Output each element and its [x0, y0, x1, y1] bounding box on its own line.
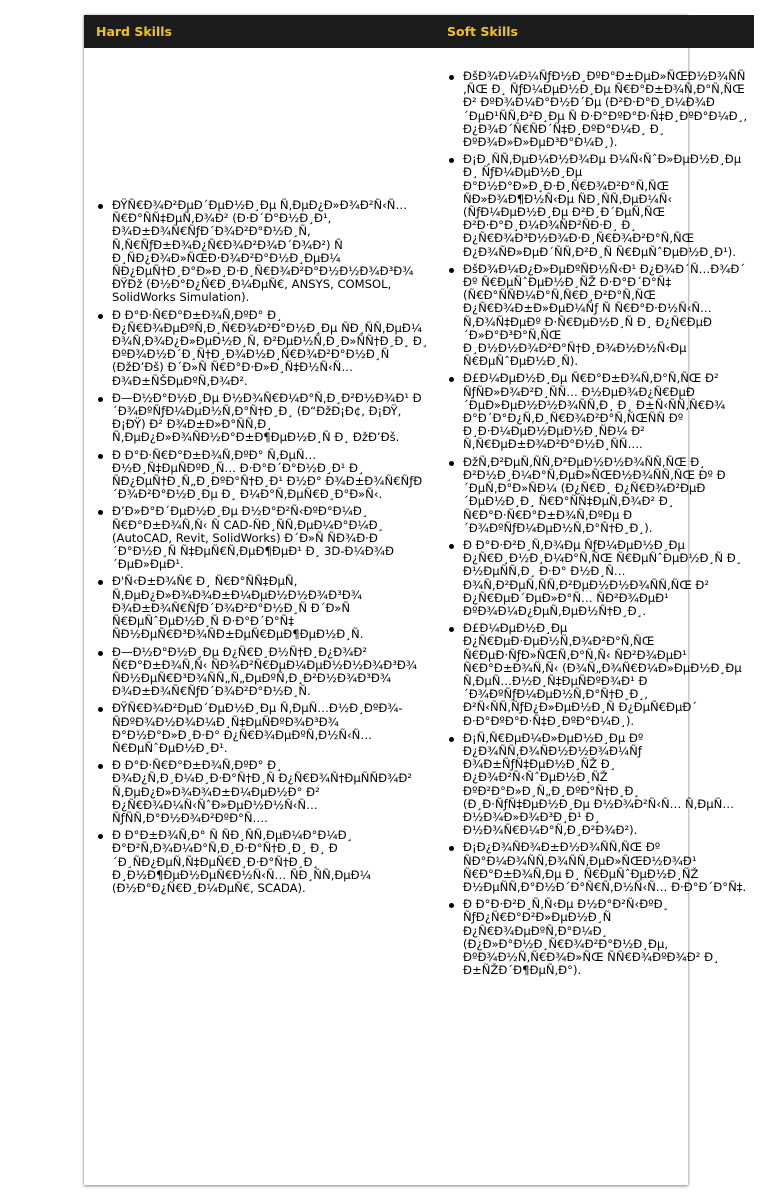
list-item: Ð Ð°Ð·Ñ€Ð°Ð±Ð¾Ñ‚ÐºÐ° Ñ‚ÐµÑ…Ð½Ð¸Ñ‡ÐµÑÐºÐ¸Ñ… Ð·Ð°Ð´Ð°Ð½Ð¸Ð¹ Ð¸ ÑÐ¿ÐµÑ†Ð¸Ñ„Ð¸ÐºÐ°Ñ†Ð¸Ð¹ Ð½Ð° Ð¾Ð±Ð¾Ñ€ÑƒÐ´Ð¾Ð²Ð°Ð½Ð¸Ðµ Ð¸ Ð¼Ð°Ñ‚ÐµÑ€Ð¸Ð°Ð»Ñ‹.	[95, 449, 429, 502]
list-item: Ð Ð°Ð·Ð²Ð¸Ñ‚Ñ‹Ðµ Ð½Ð°Ð²Ñ‹ÐºÐ¸ ÑƒÐ¿Ñ€Ð°Ð²Ð»ÐµÐ½Ð¸Ñ Ð¿Ñ€Ð¾ÐµÐºÑ‚Ð°Ð¼Ð¸ (Ð¿Ð»Ð°Ð½Ð¸Ñ€Ð¾Ð²Ð°Ð½Ð¸Ðµ, ÐºÐ¾Ð½Ñ‚Ñ€Ð¾Ð»ÑŒ ÑÑ€Ð¾ÐºÐ¾Ð² Ð¸ Ð±ÑŽÐ´Ð¶ÐµÑ‚Ð°).	[446, 898, 748, 977]
list-item: Ð—Ð½Ð°Ð½Ð¸Ðµ Ð¿Ñ€Ð¸Ð½Ñ†Ð¸Ð¿Ð¾Ð² Ñ€Ð°Ð±Ð¾Ñ‚Ñ‹ ÑÐ¾Ð²Ñ€ÐµÐ¼ÐµÐ½Ð½Ð¾Ð³Ð¾ ÑÐ½ÐµÑ€Ð³Ð¾ÑÑ„Ñ„ÐµÐºÑ‚Ð¸Ð²Ð½Ð¾Ð³Ð¾ Ð¾Ð±Ð¾Ñ€ÑƒÐ´Ð¾Ð²Ð°Ð½Ð¸Ñ.	[95, 646, 429, 699]
list-item: Ð Ð°Ð·Ñ€Ð°Ð±Ð¾Ñ‚ÐºÐ° Ð¸ Ð¿Ñ€Ð¾ÐµÐºÑ‚Ð¸Ñ€Ð¾Ð²Ð°Ð½Ð¸Ðµ ÑÐ¸ÑÑ‚ÐµÐ¼ Ð¾Ñ‚Ð¾Ð¿Ð»ÐµÐ½Ð¸Ñ, Ð²ÐµÐ½Ñ‚Ð¸Ð»ÑÑ†Ð¸Ð¸ Ð¸ ÐºÐ¾Ð½Ð´Ð¸Ñ†Ð¸Ð¾Ð½Ð¸Ñ€Ð¾Ð²Ð°Ð½Ð¸Ñ (ÐžÐ’Ðš) Ð´Ð»Ñ Ñ€Ð°Ð·Ð»Ð¸Ñ‡Ð½Ñ‹Ñ… Ð¾Ð±ÑŠÐµÐºÑ‚Ð¾Ð².	[95, 309, 429, 388]
soft-skills-column	[446, 70, 748, 981]
list-item: Ð¡Ð¸ÑÑ‚ÐµÐ¼Ð½Ð¾Ðµ Ð¼Ñ‹ÑˆÐ»ÐµÐ½Ð¸Ðµ Ð¸ ÑƒÐ¼ÐµÐ½Ð¸Ðµ Ð°Ð½Ð°Ð»Ð¸Ð·Ð¸Ñ€Ð¾Ð²Ð°Ñ‚ÑŒ ÑÐ»Ð¾Ð¶Ð½Ñ‹Ðµ ÑÐ¸ÑÑ‚ÐµÐ¼Ñ‹ (ÑƒÐ¼ÐµÐ½Ð¸Ðµ Ð²Ð¸Ð´ÐµÑ‚ÑŒ Ð²Ð·Ð°Ð¸Ð¼Ð¾ÑÐ²ÑÐ·Ð¸ Ð¸ Ð¿Ñ€Ð¾Ð³Ð½Ð¾Ð·Ð¸Ñ€Ð¾Ð²Ð°Ñ‚ÑŒ Ð¿Ð¾ÑÐ»ÐµÐ´ÑÑ‚Ð²Ð¸Ñ Ñ€ÐµÑˆÐµÐ½Ð¸Ð¹).	[446, 153, 748, 259]
list-item: Ð Ð°Ð·Ñ€Ð°Ð±Ð¾Ñ‚ÐºÐ° Ð¸ Ð¾Ð¿Ñ‚Ð¸Ð¼Ð¸Ð·Ð°Ñ†Ð¸Ñ Ð¿Ñ€Ð¾Ñ†ÐµÑÑÐ¾Ð² Ñ‚ÐµÐ¿Ð»Ð¾Ð¾Ð±Ð¼ÐµÐ½Ð° Ð² Ð¿Ñ€Ð¾Ð¼Ñ‹ÑˆÐ»ÐµÐ½Ð½Ñ‹Ñ… ÑƒÑÑ‚Ð°Ð½Ð¾Ð²ÐºÐ°Ñ….	[95, 759, 429, 825]
list-item: ÐžÑ‚Ð²ÐµÑ‚ÑÑ‚Ð²ÐµÐ½Ð½Ð¾ÑÑ‚ÑŒ Ð¸ Ð²Ð½Ð¸Ð¼Ð°Ñ‚ÐµÐ»ÑŒÐ½Ð¾ÑÑ‚ÑŒ Ðº Ð´ÐµÑ‚Ð°Ð»ÑÐ¼ (Ð¿Ñ€Ð¸ Ð¿Ñ€Ð¾Ð²ÐµÐ´ÐµÐ½Ð¸Ð¸ Ñ€Ð°ÑÑ‡ÐµÑ‚Ð¾Ð² Ð¸ Ñ€Ð°Ð·Ñ€Ð°Ð±Ð¾Ñ‚ÐºÐµ Ð´Ð¾ÐºÑƒÐ¼ÐµÐ½Ñ‚Ð°Ñ†Ð¸Ð¸).	[446, 456, 748, 535]
list-item: Ð£Ð¼ÐµÐ½Ð¸Ðµ Ð¿Ñ€ÐµÐ·ÐµÐ½Ñ‚Ð¾Ð²Ð°Ñ‚ÑŒ Ñ€ÐµÐ·ÑƒÐ»ÑŒÑ‚Ð°Ñ‚Ñ‹ ÑÐ²Ð¾ÐµÐ¹ Ñ€Ð°Ð±Ð¾Ñ‚Ñ‹ (Ð¾Ñ„Ð¾Ñ€Ð¼Ð»ÐµÐ½Ð¸Ðµ Ñ‚ÐµÑ…Ð½Ð¸Ñ‡ÐµÑÐºÐ¾Ð¹ Ð´Ð¾ÐºÑƒÐ¼ÐµÐ½Ñ‚Ð°Ñ†Ð¸Ð¸, Ð²Ñ‹ÑÑ‚ÑƒÐ¿Ð»ÐµÐ½Ð¸Ñ Ð¿ÐµÑ€ÐµÐ´ Ð·Ð°ÐºÐ°Ð·Ñ‡Ð¸ÐºÐ°Ð¼Ð¸).	[446, 622, 748, 728]
list-item: Ð'Ñ‹Ð±Ð¾Ñ€ Ð¸ Ñ€Ð°ÑÑ‡ÐµÑ‚ Ñ‚ÐµÐ¿Ð»Ð¾Ð¾Ð±Ð¼ÐµÐ½Ð½Ð¾Ð³Ð¾ Ð¾Ð±Ð¾Ñ€ÑƒÐ´Ð¾Ð²Ð°Ð½Ð¸Ñ Ð´Ð»Ñ Ñ€ÐµÑˆÐµÐ½Ð¸Ñ Ð·Ð°Ð´Ð°Ñ‡ ÑÐ½ÐµÑ€Ð³Ð¾ÑÐ±ÐµÑ€ÐµÐ¶ÐµÐ½Ð¸Ñ.	[95, 575, 429, 641]
list-item: ÐšÐ¾Ð¼Ð¼ÑƒÐ½Ð¸ÐºÐ°Ð±ÐµÐ»ÑŒÐ½Ð¾ÑÑ‚ÑŒ Ð¸ ÑƒÐ¼ÐµÐ½Ð¸Ðµ Ñ€Ð°Ð±Ð¾Ñ‚Ð°Ñ‚ÑŒ Ð² ÐºÐ¾Ð¼Ð°Ð½Ð´Ðµ (Ð²Ð·Ð°Ð¸Ð¼Ð¾Ð´ÐµÐ¹ÑÑ‚Ð²Ð¸Ðµ Ñ Ð·Ð°ÐºÐ°Ð·Ñ‡Ð¸ÐºÐ°Ð¼Ð¸, Ð¿Ð¾Ð´Ñ€ÑÐ´Ñ‡Ð¸ÐºÐ°Ð¼Ð¸ Ð¸ ÐºÐ¾Ð»Ð»ÐµÐ³Ð°Ð¼Ð¸).	[446, 70, 748, 149]
soft-skills-list	[446, 70, 748, 977]
list-item: ÐšÐ¾Ð¼Ð¿Ð»ÐµÐºÑÐ½Ñ‹Ð¹ Ð¿Ð¾Ð´Ñ…Ð¾Ð´ Ðº Ñ€ÐµÑˆÐµÐ½Ð¸ÑŽ Ð·Ð°Ð´Ð°Ñ‡ (Ñ€Ð°ÑÑÐ¼Ð°Ñ‚Ñ€Ð¸Ð²Ð°Ñ‚ÑŒ Ð¿Ñ€Ð¾Ð±Ð»ÐµÐ¼Ñƒ Ñ Ñ€Ð°Ð·Ð½Ñ‹Ñ… Ñ‚Ð¾Ñ‡ÐµÐº Ð·Ñ€ÐµÐ½Ð¸Ñ Ð¸ Ð¿Ñ€ÐµÐ´Ð»Ð°Ð³Ð°Ñ‚ÑŒ Ð¸Ð½Ð½Ð¾Ð²Ð°Ñ†Ð¸Ð¾Ð½Ð½Ñ‹Ðµ Ñ€ÐµÑˆÐµÐ½Ð¸Ñ).	[446, 263, 748, 369]
list-item: Ð£Ð¼ÐµÐ½Ð¸Ðµ Ñ€Ð°Ð±Ð¾Ñ‚Ð°Ñ‚ÑŒ Ð² ÑƒÑÐ»Ð¾Ð²Ð¸ÑÑ… Ð½ÐµÐ¾Ð¿Ñ€ÐµÐ´ÐµÐ»ÐµÐ½Ð½Ð¾ÑÑ‚Ð¸ Ð¸ Ð±Ñ‹ÑÑ‚Ñ€Ð¾ Ð°Ð´Ð°Ð¿Ñ‚Ð¸Ñ€Ð¾Ð²Ð°Ñ‚ÑŒÑÑ Ðº Ð¸Ð·Ð¼ÐµÐ½ÐµÐ½Ð¸ÑÐ¼ Ð² Ñ‚Ñ€ÐµÐ±Ð¾Ð²Ð°Ð½Ð¸ÑÑ….	[446, 372, 748, 451]
hard-skills-header: Hard Skills	[96, 24, 172, 39]
list-item: Ð Ð°Ð·Ð²Ð¸Ñ‚Ð¾Ðµ ÑƒÐ¼ÐµÐ½Ð¸Ðµ Ð¿Ñ€Ð¸Ð½Ð¸Ð¼Ð°Ñ‚ÑŒ Ñ€ÐµÑˆÐµÐ½Ð¸Ñ Ð¸ Ð½ÐµÑÑ‚Ð¸ Ð·Ð° Ð½Ð¸Ñ… Ð¾Ñ‚Ð²ÐµÑ‚ÑÑ‚Ð²ÐµÐ½Ð½Ð¾ÑÑ‚ÑŒ Ð² Ð¿Ñ€ÐµÐ´ÐµÐ»Ð°Ñ… ÑÐ²Ð¾ÐµÐ¹ ÐºÐ¾Ð¼Ð¿ÐµÑ‚ÐµÐ½Ñ†Ð¸Ð¸.	[446, 539, 748, 618]
list-item: ÐŸÑ€Ð¾Ð²ÐµÐ´ÐµÐ½Ð¸Ðµ Ñ‚ÐµÐ¿Ð»Ð¾Ð²Ñ‹Ñ… Ñ€Ð°ÑÑ‡ÐµÑ‚Ð¾Ð² (Ð·Ð´Ð°Ð½Ð¸Ð¹, Ð¾Ð±Ð¾Ñ€ÑƒÐ´Ð¾Ð²Ð°Ð½Ð¸Ñ, Ñ‚Ñ€ÑƒÐ±Ð¾Ð¿Ñ€Ð¾Ð²Ð¾Ð´Ð¾Ð²) Ñ Ð¸ÑÐ¿Ð¾Ð»ÑŒÐ·Ð¾Ð²Ð°Ð½Ð¸ÐµÐ¼ ÑÐ¿ÐµÑ†Ð¸Ð°Ð»Ð¸Ð·Ð¸Ñ€Ð¾Ð²Ð°Ð½Ð½Ð¾Ð³Ð¾ ÐŸÐž (Ð½Ð°Ð¿Ñ€Ð¸Ð¼ÐµÑ€, ANSYS, COMSOL, SolidWorks Simulation).	[95, 199, 429, 305]
list-item: Ð¡Ñ‚Ñ€ÐµÐ¼Ð»ÐµÐ½Ð¸Ðµ Ðº Ð¿Ð¾ÑÑ‚Ð¾ÑÐ½Ð½Ð¾Ð¼Ñƒ Ð¾Ð±ÑƒÑ‡ÐµÐ½Ð¸ÑŽ Ð¸ Ð¿Ð¾Ð²Ñ‹ÑˆÐµÐ½Ð¸ÑŽ ÐºÐ²Ð°Ð»Ð¸Ñ„Ð¸ÐºÐ°Ñ†Ð¸Ð¸ (Ð¸Ð·ÑƒÑ‡ÐµÐ½Ð¸Ðµ Ð½Ð¾Ð²Ñ‹Ñ… Ñ‚ÐµÑ…Ð½Ð¾Ð»Ð¾Ð³Ð¸Ð¹ Ð¸ Ð½Ð¾Ñ€Ð¼Ð°Ñ‚Ð¸Ð²Ð¾Ð²).	[446, 732, 748, 838]
hard-skills-list	[95, 199, 429, 895]
list-item: Ð¡Ð¿Ð¾ÑÐ¾Ð±Ð½Ð¾ÑÑ‚ÑŒ Ðº ÑÐ°Ð¼Ð¾ÑÑ‚Ð¾ÑÑ‚ÐµÐ»ÑŒÐ½Ð¾Ð¹ Ñ€Ð°Ð±Ð¾Ñ‚Ðµ Ð¸ Ñ€ÐµÑˆÐµÐ½Ð¸ÑŽ Ð½ÐµÑÑ‚Ð°Ð½Ð´Ð°Ñ€Ñ‚Ð½Ñ‹Ñ… Ð·Ð°Ð´Ð°Ñ‡.	[446, 841, 748, 894]
list-item: Ð’Ð»Ð°Ð´ÐµÐ½Ð¸Ðµ Ð½Ð°Ð²Ñ‹ÐºÐ°Ð¼Ð¸ Ñ€Ð°Ð±Ð¾Ñ‚Ñ‹ Ñ CAD-ÑÐ¸ÑÑ‚ÐµÐ¼Ð°Ð¼Ð¸ (AutoCAD, Revit, SolidWorks) Ð´Ð»Ñ ÑÐ¾Ð·Ð´Ð°Ð½Ð¸Ñ Ñ‡ÐµÑ€Ñ‚ÐµÐ¶ÐµÐ¹ Ð¸ 3D-Ð¼Ð¾Ð´ÐµÐ»ÐµÐ¹.	[95, 505, 429, 571]
list-item: Ð Ð°Ð±Ð¾Ñ‚Ð° Ñ ÑÐ¸ÑÑ‚ÐµÐ¼Ð°Ð¼Ð¸ Ð°Ð²Ñ‚Ð¾Ð¼Ð°Ñ‚Ð¸Ð·Ð°Ñ†Ð¸Ð¸ Ð¸ Ð´Ð¸ÑÐ¿ÐµÑ‚Ñ‡ÐµÑ€Ð¸Ð·Ð°Ñ†Ð¸Ð¸ Ð¸Ð½Ð¶ÐµÐ½ÐµÑ€Ð½Ñ‹Ñ… ÑÐ¸ÑÑ‚ÐµÐ¼ (Ð½Ð°Ð¿Ñ€Ð¸Ð¼ÐµÑ€, SCADA).	[95, 829, 429, 895]
list-item: ÐŸÑ€Ð¾Ð²ÐµÐ´ÐµÐ½Ð¸Ðµ Ñ‚ÐµÑ…Ð½Ð¸ÐºÐ¾-ÑÐºÐ¾Ð½Ð¾Ð¼Ð¸Ñ‡ÐµÑÐºÐ¾Ð³Ð¾ Ð°Ð½Ð°Ð»Ð¸Ð·Ð° Ð¿Ñ€Ð¾ÐµÐºÑ‚Ð½Ñ‹Ñ… Ñ€ÐµÑˆÐµÐ½Ð¸Ð¹.	[95, 702, 429, 755]
hard-skills-column	[95, 199, 429, 899]
soft-skills-header: Soft Skills	[447, 24, 518, 39]
list-item: Ð—Ð½Ð°Ð½Ð¸Ðµ Ð½Ð¾Ñ€Ð¼Ð°Ñ‚Ð¸Ð²Ð½Ð¾Ð¹ Ð´Ð¾ÐºÑƒÐ¼ÐµÐ½Ñ‚Ð°Ñ†Ð¸Ð¸ (Ð“ÐžÐ¡Ð¢, Ð¡ÐŸ, Ð¡ÐŸ) Ð² Ð¾Ð±Ð»Ð°ÑÑ‚Ð¸ Ñ‚ÐµÐ¿Ð»Ð¾ÑÐ½Ð°Ð±Ð¶ÐµÐ½Ð¸Ñ Ð¸ ÐžÐ’Ðš.	[95, 392, 429, 445]
table-header	[84, 15, 754, 48]
